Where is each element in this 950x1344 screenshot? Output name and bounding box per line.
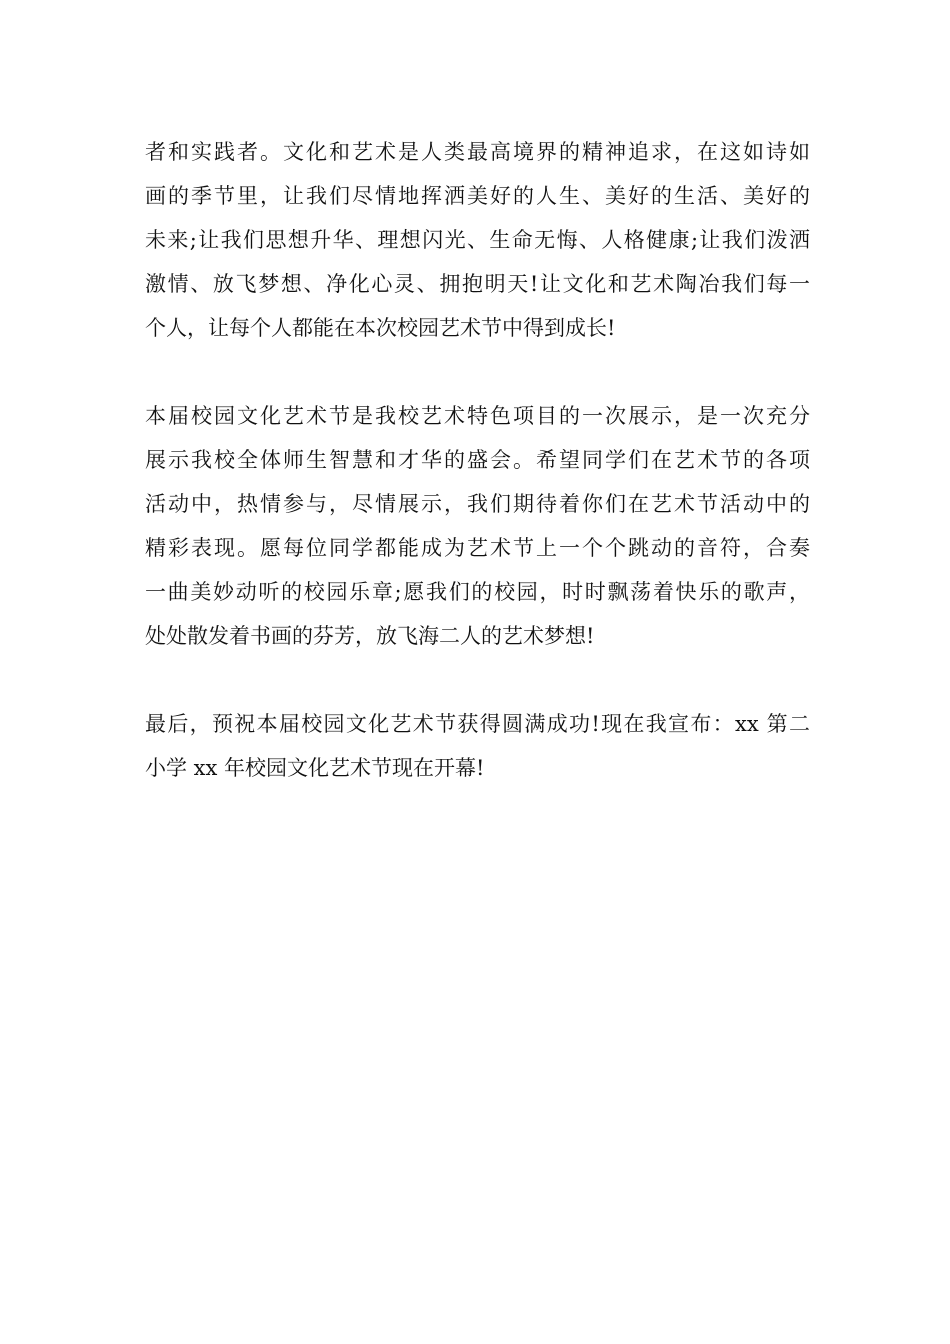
text-line: 激情、放飞梦想、净化心灵、拥抱明天!让文化和艺术陶冶我们每一 xyxy=(145,272,810,296)
text-line: 活动中，热情参与，尽情展示，我们期待着你们在艺术节活动中的 xyxy=(145,492,810,516)
document-body xyxy=(145,130,810,790)
text-line: 展示我校全体师生智慧和才华的盛会。希望同学们在艺术节的各项 xyxy=(145,448,810,472)
text-line: 最后，预祝本届校园文化艺术节获得圆满成功!现在我宣布：xx 第二 xyxy=(145,712,810,736)
paragraph-3 xyxy=(145,702,810,790)
paragraph-gap xyxy=(145,658,810,702)
text-line: 一曲美妙动听的校园乐章;愿我们的校园，时时飘荡着快乐的歌声， xyxy=(145,580,810,604)
paragraph-2 xyxy=(145,394,810,658)
text-line: 未来;让我们思想升华、理想闪光、生命无悔、人格健康;让我们泼洒 xyxy=(145,228,810,252)
paragraph-gap xyxy=(145,350,810,394)
text-line: 处处散发着书画的芬芳，放飞海二人的艺术梦想! xyxy=(145,624,595,648)
text-line: 个人，让每个人都能在本次校园艺术节中得到成长! xyxy=(145,316,616,340)
text-line: 本届校园文化艺术节是我校艺术特色项目的一次展示，是一次充分 xyxy=(145,404,810,428)
text-line: 者和实践者。文化和艺术是人类最高境界的精神追求，在这如诗如 xyxy=(145,140,810,164)
text-line: 小学 xx 年校园文化艺术节现在开幕! xyxy=(145,756,485,780)
text-line: 画的季节里，让我们尽情地挥洒美好的人生、美好的生活、美好的 xyxy=(145,184,810,208)
paragraph-1 xyxy=(145,130,810,350)
text-line: 精彩表现。愿每位同学都能成为艺术节上一个个跳动的音符，合奏 xyxy=(145,536,810,560)
